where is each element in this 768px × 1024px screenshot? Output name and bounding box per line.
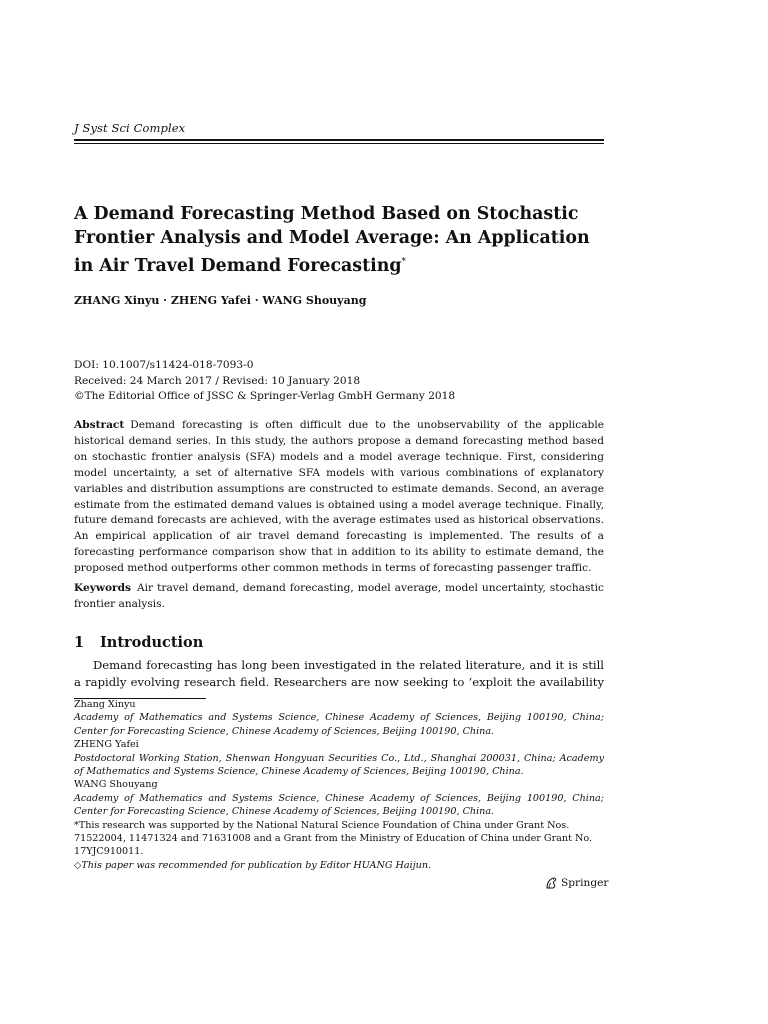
author2-affiliation: Postdoctoral Working Station, Shenwan Hongyuan Securities Co., Ltd., Shanghai 200031, China; Academy of Mathematics and Systems Science, Chinese Academy of Sciences, Beijing 100190, China.: [74, 752, 604, 778]
footnotes: [74, 698, 604, 872]
doi: DOI: 10.1007/s11424-018-7093-0: [74, 359, 254, 371]
editor-note: ◇This paper was recommended for publication by Editor HUANG Haijun.: [74, 859, 432, 871]
keywords: [74, 581, 604, 613]
author3-name: WANG Shouyang: [74, 779, 158, 791]
publisher-logo: [544, 876, 608, 890]
copyright-notice: ©The Editorial Office of JSSC & Springer-Verlag GmbH Germany 2018: [74, 390, 456, 402]
abstract-label: Abstract: [74, 419, 125, 431]
title-footnote-mark: *: [401, 257, 407, 267]
header-rule-thin: [74, 143, 604, 144]
author1-affiliation: Academy of Mathematics and Systems Science, Chinese Academy of Sciences, Beijing 100190, China; Center for Forecasting Science, Chinese Academy of Sciences, Beijing 100190, China.: [74, 712, 604, 737]
keywords-label: Keywords: [74, 582, 132, 594]
intro-paragraph: Demand forecasting has long been investigated in the related literature, and it is still a rapidly evolving research field. Researchers are now seeking to ‘exploit the availability: [74, 658, 604, 689]
funding-note: *This research was supported by the National Natural Science Foundation of China under Grant Nos. 71522004, 11471324 and 71631008 and a Grant from the Ministry of Education of China under Grant No. 17YJC910011.: [74, 819, 593, 858]
author3-affiliation: Academy of Mathematics and Systems Science, Chinese Academy of Sciences, Beijing 100190, China; Center for Forecasting Science, Chinese Academy of Sciences, Beijing 100190, China.: [74, 792, 604, 818]
received-dates: Received: 24 March 2017 / Revised: 10 January 2018: [74, 374, 361, 387]
section-heading: [74, 634, 203, 651]
paper-page: [74, 0, 609, 1024]
publisher-name: Springer: [561, 877, 609, 889]
article-metadata: [74, 358, 455, 405]
author-list: ZHANG Xinyu · ZHENG Yafei · WANG Shouyang: [74, 294, 367, 307]
abstract: [74, 418, 604, 577]
article-title: [74, 202, 614, 278]
header-rule-thick: [74, 139, 604, 141]
section-number: 1: [74, 634, 85, 651]
keywords-text: Air travel demand, demand forecasting, model average, model uncertainty, stochastic frontier analysis.: [74, 582, 604, 610]
section-title: Introduction: [100, 634, 204, 651]
abstract-text: Demand forecasting is often difficult due to the unobservability of the applicable historical demand series. In this study, the authors propose a demand forecasting method based on stochastic frontier analysis (SFA) models and a model average technique. First, considering model uncertainty, a set of alternative SFA models with various combinations of explanatory variables and distribution assumptions are constructed to estimate demands. Second, an average estimate from the estimated demand values is obtained using a model average technique. Finally, future demand forecasts are achieved, with the average estimates used as historical observations. An empirical application of air travel demand forecasting is implemented. The results of a forecasting performance comparison show that in addition to its ability to estimate demand, the proposed method outperforms other common methods in terms of forecasting passenger traffic.: [74, 419, 604, 575]
journal-name: J Syst Sci Complex: [74, 121, 186, 135]
article-title-text: A Demand Forecasting Method Based on Stochastic Frontier Analysis and Model Average: An Application in Air Travel Demand Forecasting: [74, 204, 590, 276]
author2-name: ZHENG Yafei: [74, 739, 139, 751]
author1-name: Zhang Xinyu: [74, 699, 136, 710]
springer-horse-icon: [544, 876, 558, 890]
